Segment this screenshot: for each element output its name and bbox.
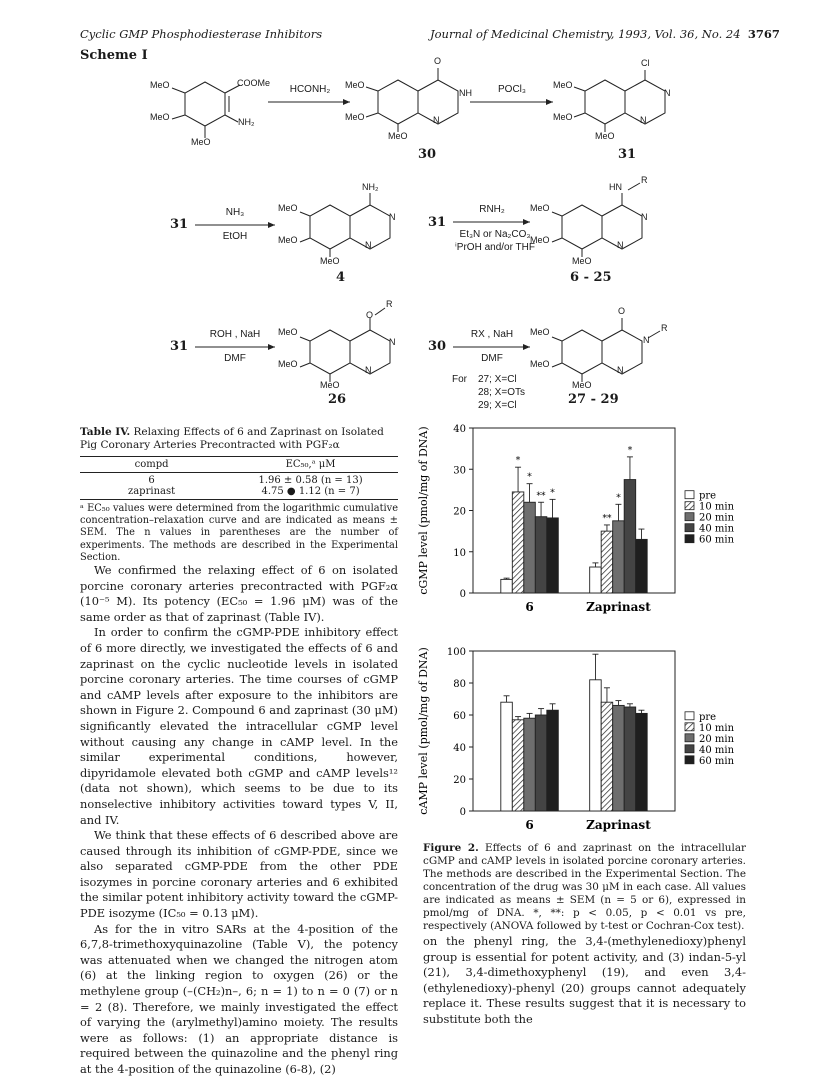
ring-benzoate (185, 82, 225, 126)
atom-label: MeO (150, 80, 170, 90)
atom-label: MeO (572, 256, 592, 266)
reagent-rx-nah: RX , NaH (470, 329, 514, 340)
atom-label: N (365, 240, 372, 250)
table-row (80, 486, 398, 500)
paragraph: As for the in vitro SARs at the 4-position of the 6,7,8-trimethoxyquinazoline (Table V), the potency was attenuated when we changed the nitrogen atom (6) at the linking region to oxygen (26) or the methylene group (–(CH₂)n–, 6; n = 1) to n = 0 (7) or n = 2 (8). Therefore, we mainly investigated the effect of varying the (arylmethyl)amino moiety. The results were as follows: (1) an appropriate distance is required between the quinazoline and the phenyl ring at the 4-position of the quinazoline (6-8), (2) (80, 921, 398, 1076)
bar (590, 567, 602, 593)
significance-mark: * (527, 472, 532, 483)
scheme-title: Scheme I (80, 48, 148, 63)
page-number: 3767 (747, 27, 780, 41)
figure-caption (423, 842, 746, 933)
atom-label: N (640, 115, 647, 125)
atom-label: O (434, 56, 442, 66)
atom-label: NH₂ (238, 117, 255, 127)
reagent-solvent: ⁱPrOH and/or THF (455, 242, 535, 253)
bar (601, 702, 613, 811)
legend-swatch (685, 524, 694, 532)
atom-label: HN (609, 182, 622, 192)
atom-label: MeO (572, 380, 592, 390)
atom-label: MeO (553, 112, 573, 122)
compound-number: 31 (428, 215, 447, 230)
atom-label: MeO (278, 327, 298, 337)
bar (613, 705, 625, 811)
bar (512, 492, 524, 593)
y-tick-label: 60 (453, 711, 466, 722)
atom-label: O (618, 306, 626, 316)
compound-number: 6 - 25 (570, 270, 612, 285)
legend-swatch (685, 502, 694, 510)
ring-4-a (310, 205, 350, 249)
cell-value: 4.75 ● 1.12 (n = 7) (261, 486, 360, 497)
table-iv-grid (80, 456, 398, 500)
reagent-hconh2: HCONH₂ (289, 84, 331, 95)
reagent-base: Et₃N or Na₂CO₃ (459, 229, 531, 240)
category-label: 6 (525, 818, 534, 832)
legend-swatch (685, 535, 694, 543)
header-ec50: EC₅₀,ᵃ μM (285, 459, 336, 470)
bar (636, 539, 648, 593)
atom-label: MeO (191, 137, 211, 147)
atom-label: MeO (388, 131, 408, 141)
compound-number: 31 (170, 339, 189, 354)
category-label: Zaprinast (586, 818, 651, 832)
atom-label: MeO (595, 131, 615, 141)
atom-label: R (386, 299, 393, 309)
significance-mark: * (550, 488, 555, 499)
compound-number: 31 (618, 147, 637, 162)
reagent-dmf: DMF (481, 353, 503, 364)
y-tick-label: 100 (446, 647, 466, 658)
atom-label: COOMe (237, 78, 271, 88)
running-head-left: Cyclic GMP Phosphodiesterase Inhibitors (80, 27, 323, 41)
ring-30-a (378, 80, 418, 124)
category-label: 6 (525, 600, 534, 614)
compound-number: 4 (336, 270, 346, 285)
atom-label: MeO (530, 359, 550, 369)
figure-caption-label: Figure 2. (423, 842, 479, 854)
legend-swatch (685, 756, 694, 764)
bar (512, 720, 524, 811)
bar (624, 480, 636, 593)
reagent-rnh2: RNH₂ (479, 204, 505, 215)
significance-mark: ** (536, 491, 546, 502)
ring-6-25-a (562, 205, 602, 249)
journal-citation: Journal of Medicinal Chemistry, 1993, Vol. 36, No. 24 (430, 27, 741, 41)
atom-label: N (365, 365, 372, 375)
atom-label: MeO (530, 235, 550, 245)
table-row (80, 473, 398, 487)
atom-label: N (643, 335, 650, 345)
y-tick-label: 0 (459, 807, 466, 818)
compound-number: 27 - 29 (568, 392, 619, 407)
atom-label: MeO (530, 327, 550, 337)
y-tick-label: 10 (453, 547, 466, 559)
reagent-nh3: NH₃ (225, 207, 245, 218)
atom-label: N (389, 212, 396, 222)
y-axis-label: cAMP level (pmol/mg of DNA) (417, 647, 430, 815)
legend-swatch (685, 723, 694, 731)
bar (501, 702, 513, 811)
bar (547, 710, 559, 811)
table-caption (80, 426, 398, 452)
legend-swatch (685, 491, 694, 499)
atom-label: N (433, 115, 440, 125)
reagent-etoh: EtOH (222, 231, 248, 242)
ring-31-a (585, 80, 625, 124)
ring-27-29-a (562, 330, 602, 374)
body-text-left (80, 563, 398, 1078)
legend-label: 20 min (699, 733, 735, 745)
table-caption-text: Relaxing Effects of 6 and Zaprinast on Isolated Pig Coronary Arteries Precontracted with PGF₂α (80, 426, 384, 451)
legend-label: pre (699, 711, 717, 723)
bar (524, 718, 536, 811)
bar (624, 707, 636, 811)
atom-label: MeO (278, 203, 298, 213)
atom-label: MeO (320, 380, 340, 390)
atom-label: MeO (278, 235, 298, 245)
header-compd: compd (134, 459, 169, 470)
cell-compd: 6 (148, 475, 155, 486)
scheme-structures (0, 0, 820, 420)
atom-label: MeO (320, 256, 340, 266)
compound-number: 31 (170, 217, 189, 232)
y-tick-label: 30 (453, 465, 466, 477)
atom-label: N (617, 365, 624, 375)
for-item: 27; X=Cl (478, 374, 517, 385)
table-caption-label: Table IV. (80, 426, 131, 438)
bar (613, 521, 625, 593)
body-text-right (423, 934, 746, 1028)
y-tick-label: 20 (453, 775, 466, 786)
legend-label: 40 min (699, 744, 735, 756)
reagent-roh-nah: ROH , NaH (209, 329, 261, 340)
compound-number: 26 (328, 392, 347, 407)
legend-swatch (685, 734, 694, 742)
legend-label: 10 min (699, 722, 735, 734)
category-label: Zaprinast (586, 600, 651, 614)
atom-label: R (641, 175, 648, 185)
y-tick-label: 80 (453, 679, 466, 690)
bar (524, 502, 536, 593)
reagent-dmf: DMF (224, 353, 246, 364)
paragraph: on the phenyl ring, the 3,4-(methylenedioxy)phenyl group is essential for potent activity, and (3) indan-5-yl (21), 3,4-dimethoxyphenyl (19), and even 3,4-(ethylenedioxy)-phenyl (20) groups cannot adequately replace it. These results suggest that it is necessary to substitute both the (423, 934, 746, 1026)
legend-label: 40 min (699, 523, 735, 535)
ring-26-a (310, 330, 350, 374)
significance-mark: * (515, 456, 521, 467)
y-tick-label: 0 (459, 589, 466, 600)
atom-label: MeO (553, 80, 573, 90)
legend-label: pre (699, 490, 717, 502)
legend-label: 60 min (699, 755, 735, 767)
y-tick-label: 40 (453, 424, 466, 435)
cell-compd: zaprinast (127, 486, 176, 497)
atom-label: MeO (150, 112, 170, 122)
bar (501, 579, 513, 593)
significance-mark: ** (602, 513, 612, 524)
legend-label: 60 min (699, 534, 735, 546)
bar (601, 531, 613, 593)
atom-label: MeO (530, 203, 550, 213)
significance-mark: * (627, 445, 633, 456)
bar (547, 518, 559, 593)
atom-label: NH₂ (362, 182, 379, 192)
paragraph: We confirmed the relaxing effect of 6 on isolated porcine coronary arteries precontracted with PGF₂α (10⁻⁵ M). Its potency (EC₅₀ = 1.96 μM) was of the same order as that of zaprinast (Table IV). (80, 563, 398, 624)
atom-label: O (366, 310, 374, 320)
camp-chart (405, 643, 750, 843)
atom-label: N (617, 240, 624, 250)
for-item: 29; X=Cl (478, 400, 517, 411)
legend-swatch (685, 712, 694, 720)
atom-label: MeO (345, 80, 365, 90)
bar (590, 680, 602, 811)
for-item: 28; X=OTs (478, 387, 525, 398)
paragraph: In order to confirm the cGMP-PDE inhibitory effect of 6 more directly, we investigated the effects of 6 and zaprinast on the cyclic nucleotide levels in isolated porcine coronary arteries. The time courses of cGMP and cAMP levels after exposure to the inhibitors are shown in Figure 2. Compound 6 and zaprinast (30 μM) significantly elevated the intracellular cGMP level without causing any change in cAMP level. In the similar experimental conditions, however, dipyridamole elevated both cGMP and cAMP levels¹² (data not shown), which seems to be due to its nonselective inhibitory activities toward types V, II, and IV. (80, 625, 398, 827)
atom-label: N (389, 337, 396, 347)
atom-label: MeO (278, 359, 298, 369)
atom-label: MeO (345, 112, 365, 122)
atom-label: N (641, 212, 648, 222)
bar (636, 713, 648, 811)
reagent-pocl3: POCl₃ (498, 84, 526, 95)
cell-value: 1.96 ± 0.58 (n = 13) (258, 475, 363, 486)
atom-label: Cl (641, 58, 650, 68)
y-tick-label: 40 (453, 743, 466, 754)
compound-number: 30 (428, 339, 447, 354)
atom-label: N (664, 88, 671, 98)
cgmp-chart (405, 420, 750, 625)
paragraph: We think that these effects of 6 described above are caused through its inhibition of cGMP-PDE, since we also separated cGMP-PDE from the other PDE isozymes in porcine coronary arteries and 6 exhibited the similar potent inhibitory activity toward the cGMP-PDE isozyme (IC₅₀ = 0.13 μM). (80, 828, 398, 921)
bar (535, 517, 547, 593)
significance-mark: * (616, 493, 621, 504)
y-axis-label: cGMP level (pmol/mg of DNA) (417, 426, 430, 595)
compound-number: 30 (418, 147, 437, 162)
atom-label: NH (459, 88, 472, 98)
legend-label: 20 min (699, 512, 735, 524)
table-iv (80, 426, 398, 564)
legend-swatch (685, 745, 694, 753)
atom-label: R (661, 323, 668, 333)
y-tick-label: 20 (453, 506, 466, 518)
legend-swatch (685, 513, 694, 521)
table-header-row (80, 457, 398, 473)
for-label: For (452, 374, 467, 385)
table-footnote: ᵃ EC₅₀ values were determined from the logarithmic cumulative concentration–relaxation curve and are indicated as means ± SEM. The n values in parentheses are the number of experiments. The methods are described in the Experimental Section. (80, 503, 398, 563)
legend-label: 10 min (699, 501, 735, 513)
figure-caption-text: Effects of 6 and zaprinast on the intracellular cGMP and cAMP levels in isolated porcine coronary arteries. The methods are described in the Experimental Section. The concentration of the drug was 30 μM in each case. All values are indicated as means ± SEM (n = 5 or 6), expressed in pmol/mg of DNA. *, **: p < 0.05, p < 0.01 vs pre, respectively (ANOVA followed by t-test or Cochran-Cox test). (423, 842, 746, 932)
bar (535, 715, 547, 811)
